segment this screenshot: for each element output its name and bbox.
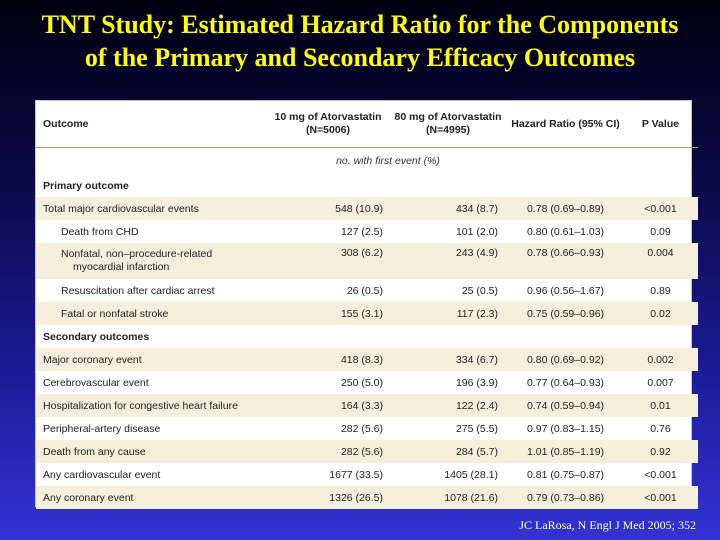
section-header-primary — [36, 174, 698, 197]
section-header-secondary — [36, 325, 698, 348]
unit-row — [36, 148, 698, 175]
header-outcome: Outcome — [36, 101, 268, 148]
table-row — [36, 302, 698, 325]
cell-outcome: Major coronary event — [36, 348, 268, 371]
cell-atorva10: 164 (3.3) — [268, 394, 388, 417]
cell-hazard-ratio: 0.77 (0.64–0.93) — [526, 376, 605, 389]
cell-atorva10: 127 (2.5) — [340, 225, 383, 238]
cell-hazard-ratio: 0.81 (0.75–0.87) — [526, 468, 605, 481]
table-row — [36, 463, 698, 486]
cell-p-value: 0.89 — [650, 284, 671, 297]
citation: JC LaRosa, N Engl J Med 2005; 352 — [519, 518, 696, 532]
cell-outcome: Any cardiovascular event — [43, 468, 161, 481]
cell-outcome: Hospitalization for congestive heart failure — [36, 394, 268, 417]
cell-outcome-line1: Nonfatal, non–procedure-related — [61, 248, 213, 260]
cell-p-value: 0.92 — [623, 440, 698, 463]
cell-atorva10: 282 (5.6) — [340, 422, 383, 435]
table-row — [36, 279, 698, 302]
results-table-panel — [35, 100, 692, 507]
cell-p-value: 0.02 — [623, 302, 698, 325]
cell-outcome: Resuscitation after cardiac arrest — [61, 284, 215, 297]
table-row — [36, 220, 698, 243]
header-atorva10 — [268, 101, 388, 148]
cell-hazard-ratio: 0.96 (0.56–1.67) — [526, 284, 605, 297]
cell-atorva80: 284 (5.7) — [388, 440, 508, 463]
unit-label: no. with first event (%) — [336, 155, 440, 167]
cell-atorva80: 25 (0.5) — [461, 284, 498, 297]
cell-atorva10: 282 (5.6) — [268, 440, 388, 463]
cell-atorva80: 122 (2.4) — [388, 394, 508, 417]
cell-hazard-ratio: 0.75 (0.59–0.96) — [508, 302, 623, 325]
cell-atorva10: 250 (5.0) — [340, 376, 383, 389]
cell-p-value: 0.09 — [650, 225, 671, 238]
table-row — [36, 440, 698, 463]
cell-outcome — [36, 243, 268, 279]
table-row — [36, 417, 698, 440]
efficacy-outcomes-table — [36, 101, 698, 509]
header-p-value: P Value — [623, 101, 698, 148]
cell-hazard-ratio: 0.97 (0.83–1.15) — [526, 422, 605, 435]
cell-atorva10: 155 (3.1) — [268, 302, 388, 325]
header-atorva80 — [388, 101, 508, 148]
header-atorva80-line1: 80 mg of Atorvastatin — [394, 111, 502, 123]
cell-hazard-ratio: 1.01 (0.85–1.19) — [508, 440, 623, 463]
header-atorva10-line2: (N=5006) — [305, 124, 351, 136]
cell-p-value: <0.001 — [644, 468, 677, 481]
slide-title — [0, 8, 720, 74]
cell-p-value: 0.76 — [650, 422, 671, 435]
cell-atorva80: 434 (8.7) — [388, 197, 508, 220]
cell-p-value: <0.001 — [623, 197, 698, 220]
cell-outcome: Any coronary event — [36, 486, 268, 509]
cell-atorva80: 275 (5.5) — [455, 422, 498, 435]
header-atorva80-line2: (N=4995) — [425, 124, 471, 136]
table-row — [36, 394, 698, 417]
cell-atorva10: 1677 (33.5) — [329, 468, 383, 481]
slide-title-line1: TNT Study: Estimated Hazard Ratio for the Components — [41, 10, 679, 39]
table-row — [36, 348, 698, 371]
cell-hazard-ratio: 0.74 (0.59–0.94) — [508, 394, 623, 417]
cell-outcome: Death from any cause — [36, 440, 268, 463]
cell-outcome: Death from CHD — [61, 225, 139, 238]
cell-atorva80: 243 (4.9) — [388, 243, 508, 279]
table-header-row — [36, 101, 698, 148]
cell-p-value: 0.002 — [623, 348, 698, 371]
cell-atorva10: 1326 (26.5) — [268, 486, 388, 509]
cell-p-value: 0.01 — [623, 394, 698, 417]
header-hazard-ratio: Hazard Ratio (95% CI) — [508, 101, 623, 148]
cell-outcome: Cerebrovascular event — [43, 376, 149, 389]
cell-p-value: 0.007 — [647, 376, 674, 389]
table-row — [36, 371, 698, 394]
cell-atorva80: 101 (2.0) — [455, 225, 498, 238]
cell-atorva80: 1078 (21.6) — [388, 486, 508, 509]
section-label-primary: Primary outcome — [43, 179, 129, 192]
table-row — [36, 486, 698, 509]
cell-outcome: Fatal or nonfatal stroke — [36, 302, 268, 325]
cell-atorva10: 548 (10.9) — [268, 197, 388, 220]
cell-atorva10: 26 (0.5) — [346, 284, 383, 297]
cell-p-value: 0.004 — [623, 243, 698, 279]
cell-hazard-ratio: 0.80 (0.69–0.92) — [508, 348, 623, 371]
cell-atorva10: 308 (6.2) — [268, 243, 388, 279]
cell-hazard-ratio: 0.80 (0.61–1.03) — [526, 225, 605, 238]
cell-outcome: Peripheral-artery disease — [43, 422, 161, 435]
cell-hazard-ratio: 0.78 (0.69–0.89) — [508, 197, 623, 220]
slide-title-line2: of the Primary and Secondary Efficacy Outcomes — [84, 43, 636, 72]
cell-hazard-ratio: 0.79 (0.73–0.86) — [508, 486, 623, 509]
table-row — [36, 197, 698, 220]
cell-hazard-ratio: 0.78 (0.66–0.93) — [508, 243, 623, 279]
cell-atorva80: 334 (6.7) — [388, 348, 508, 371]
cell-atorva10: 418 (8.3) — [268, 348, 388, 371]
cell-outcome-line2: myocardial infarction — [73, 261, 170, 273]
section-label-secondary: Secondary outcomes — [43, 330, 150, 343]
table-row — [36, 243, 698, 279]
cell-atorva80: 117 (2.3) — [388, 302, 508, 325]
header-atorva10-line1: 10 mg of Atorvastatin — [274, 111, 382, 123]
cell-atorva80: 1405 (28.1) — [444, 468, 498, 481]
cell-outcome: Total major cardiovascular events — [36, 197, 268, 220]
cell-p-value: <0.001 — [623, 486, 698, 509]
cell-atorva80: 196 (3.9) — [455, 376, 498, 389]
